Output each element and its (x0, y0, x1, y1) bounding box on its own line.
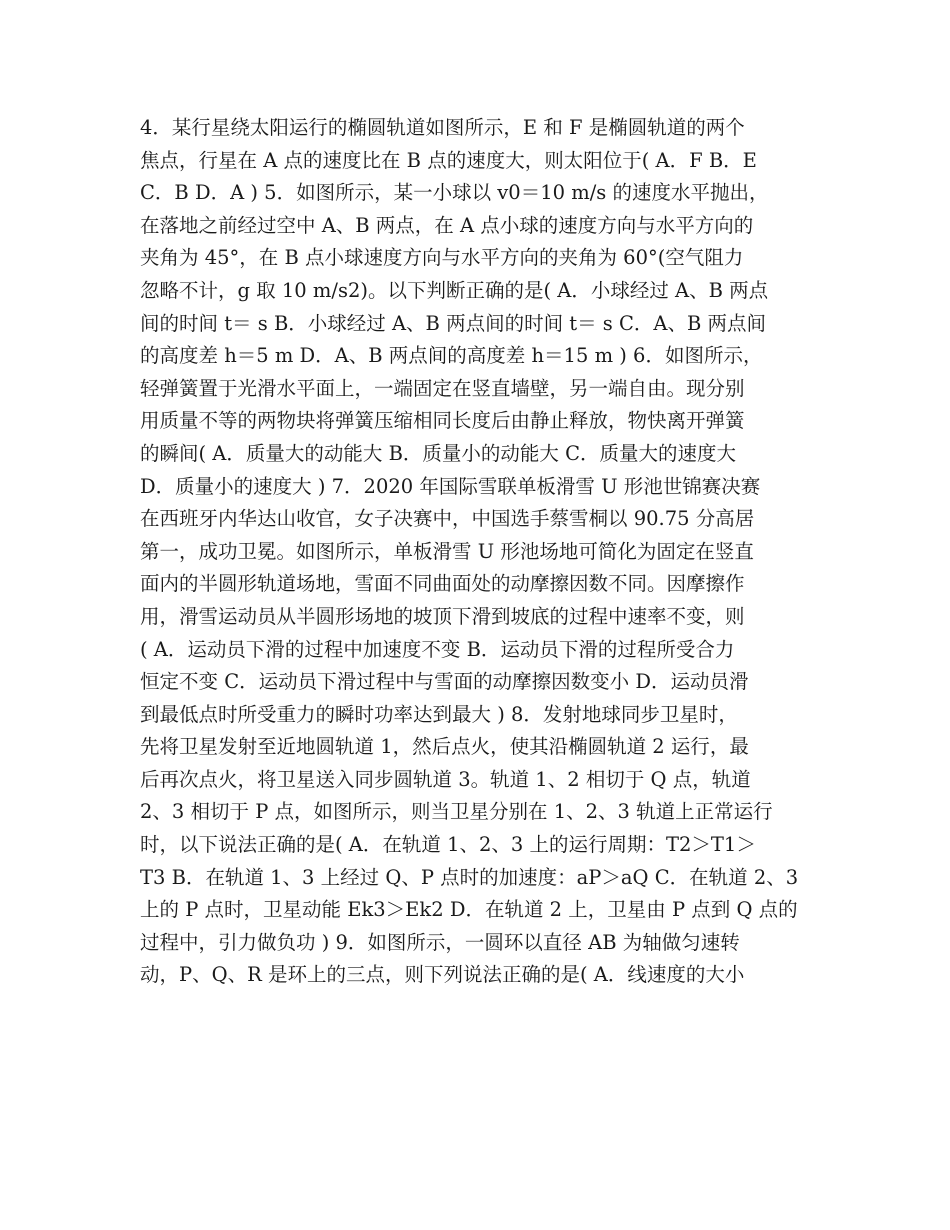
text-line: 4．某行星绕太阳运行的椭圆轨道如图所示，E 和 F 是椭圆轨道的两个 (140, 116, 745, 139)
text-line: 过程中，引力做负功 ) 9．如图所示，一圆环以直径 AB 为轴做匀速转 (140, 930, 740, 954)
text-line: 恒定不变 C．运动员下滑过程中与雪面的动摩擦因数变小 D．运动员滑 (140, 670, 749, 694)
text-line: 轻弹簧置于光滑水平面上，一端固定在竖直墙壁，另一端自由。现分别 (140, 376, 745, 400)
text-line: 第一，成功卫冕。如图所示，单板滑雪 U 形池场地可简化为固定在竖直 (140, 539, 754, 563)
text-line: 动，P、Q、R 是环上的三点，则下列说法正确的是( A．线速度的大小 (140, 963, 745, 987)
text-line: 用质量不等的两物块将弹簧压缩相同长度后由静止释放，物快离开弹簧 (140, 409, 745, 433)
text-line: 的瞬间( A．质量大的动能大 B．质量小的动能大 C．质量大的速度大 (140, 441, 737, 465)
text-line: 2、3 相切于 P 点，如图所示，则当卫星分别在 1、2、3 轨道上正常运行 (140, 800, 773, 824)
text-line: 忽略不计，g 取 10 m/s2)。以下判断正确的是( A．小球经过 A、B 两点 (140, 278, 769, 302)
text-line: 上的 P 点时，卫星动能 Ek3＞Ek2 D．在轨道 2 上，卫星由 P 点到 Q 点的 (140, 898, 798, 922)
text-line: 用，滑雪运动员从半圆形场地的坡顶下滑到坡底的过程中速率不变，则 (140, 604, 745, 628)
question-text-block (140, 112, 820, 992)
text-line: D．质量小的速度大 ) 7．2020 年国际雪联单板滑雪 U 形池世锦赛决赛 (140, 474, 761, 498)
text-line: 到最低点时所受重力的瞬时功率达到最大 ) 8．发射地球同步卫星时， (140, 702, 738, 726)
text-line: 先将卫星发射至近地圆轨道 1，然后点火，使其沿椭圆轨道 2 运行，最 (140, 735, 749, 759)
text-line: 后再次点火，将卫星送入同步圆轨道 3。轨道 1、2 相切于 Q 点，轨道 (140, 767, 751, 791)
text-line: 的高度差 h＝5 m D．A、B 两点间的高度差 h＝15 m ) 6．如图所示， (140, 344, 763, 368)
text-line: 焦点，行星在 A 点的速度比在 B 点的速度大，则太阳位于( A．F B．E (140, 148, 757, 172)
text-line: 间的时间 t＝ s B．小球经过 A、B 两点间的时间 t＝ s C．A、B 两点间 (140, 311, 767, 335)
text-line: T3 B．在轨道 1、3 上经过 Q、P 点时的加速度：aP＞aQ C．在轨道 2、3 (140, 865, 799, 889)
text-line: C．B D．A ) 5．如图所示，某一小球以 v0＝10 m/s 的速度水平抛出， (140, 181, 769, 205)
text-line: 面内的半圆形轨道场地，雪面不同曲面处的动摩擦因数不同。因摩擦作 (140, 572, 745, 596)
text-line: 在西班牙内华达山收官，女子决赛中，中国选手蔡雪桐以 90.75 分高居 (140, 507, 755, 531)
text-line: 夹角为 45°，在 B 点小球速度方向与水平方向的夹角为 60°(空气阻力 (140, 246, 744, 270)
text-line: ( A．运动员下滑的过程中加速度不变 B．运动员下滑的过程所受合力 (140, 637, 735, 661)
text-line: 在落地之前经过空中 A、B 两点，在 A 点小球的速度方向与水平方向的 (140, 213, 754, 237)
text-line: 时，以下说法正确的是( A．在轨道 1、2、3 上的运行周期：T2＞T1＞ (140, 833, 756, 857)
